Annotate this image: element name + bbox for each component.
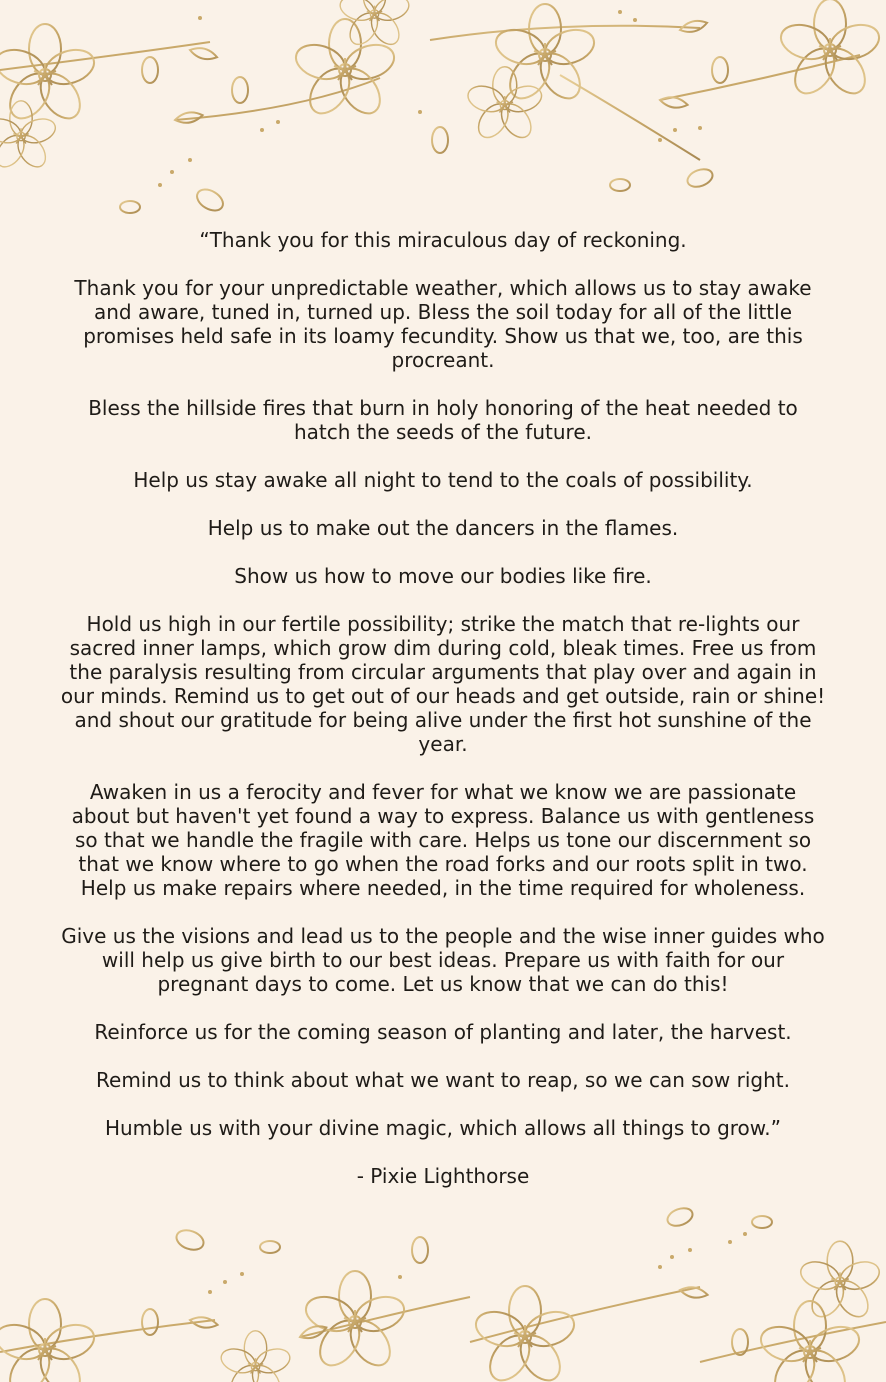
stanza: Show us how to move our bodies like fire. bbox=[234, 564, 652, 588]
stanza: Bless the hillside fires that burn in holy honoring of the heat needed to hatch the seeds of the future. bbox=[88, 396, 798, 444]
stanza: Awaken in us a ferocity and fever for what we know we are passionate about but haven't yet found a way to express. Balance us with gentleness so that we handle the fragile with care. Helps us tone our discernment so that we know where to go when the road forks and our roots split in two. Help us make repairs where needed, in the time required for wholeness. bbox=[71, 780, 815, 900]
stanza: Give us the visions and lead us to the people and the wise inner guides who will help us give birth to our best ideas. Prepare us with faith for our pregnant days to come. Let us know that we can do this! bbox=[61, 924, 825, 996]
stanza: Hold us high in our fertile possibility; strike the match that re-lights our sacred inner lamps, which grow dim during cold, bleak times. Free us from the paralysis resulting from circular arguments that play over and again in our minds. Remind us to get out of our heads and get outside, rain or shine! and shout our gratitude for being alive under the first hot sunshine of the year. bbox=[60, 612, 826, 756]
stanza: Remind us to think about what we want to reap, so we can sow right. bbox=[96, 1068, 790, 1092]
attribution: - Pixie Lighthorse bbox=[356, 1164, 530, 1188]
stanza: Thank you for your unpredictable weather, which allows us to stay awake and aware, tuned in, turned up. Bless the soil today for all of the little promises held safe in its loamy fecundity. Show us that we, too, are this procreant. bbox=[74, 276, 812, 372]
poem-text bbox=[60, 228, 826, 1188]
floral-border-bottom bbox=[0, 1202, 886, 1382]
stanza: Help us to make out the dancers in the flames. bbox=[207, 516, 679, 540]
stanza: Humble us with your divine magic, which allows all things to grow.” bbox=[104, 1116, 782, 1140]
stanza: Reinforce us for the coming season of planting and later, the harvest. bbox=[94, 1020, 792, 1044]
stanza: Help us stay awake all night to tend to the coals of possibility. bbox=[133, 468, 753, 492]
floral-border-top bbox=[0, 0, 886, 225]
stanza: “Thank you for this miraculous day of reckoning. bbox=[199, 228, 687, 252]
